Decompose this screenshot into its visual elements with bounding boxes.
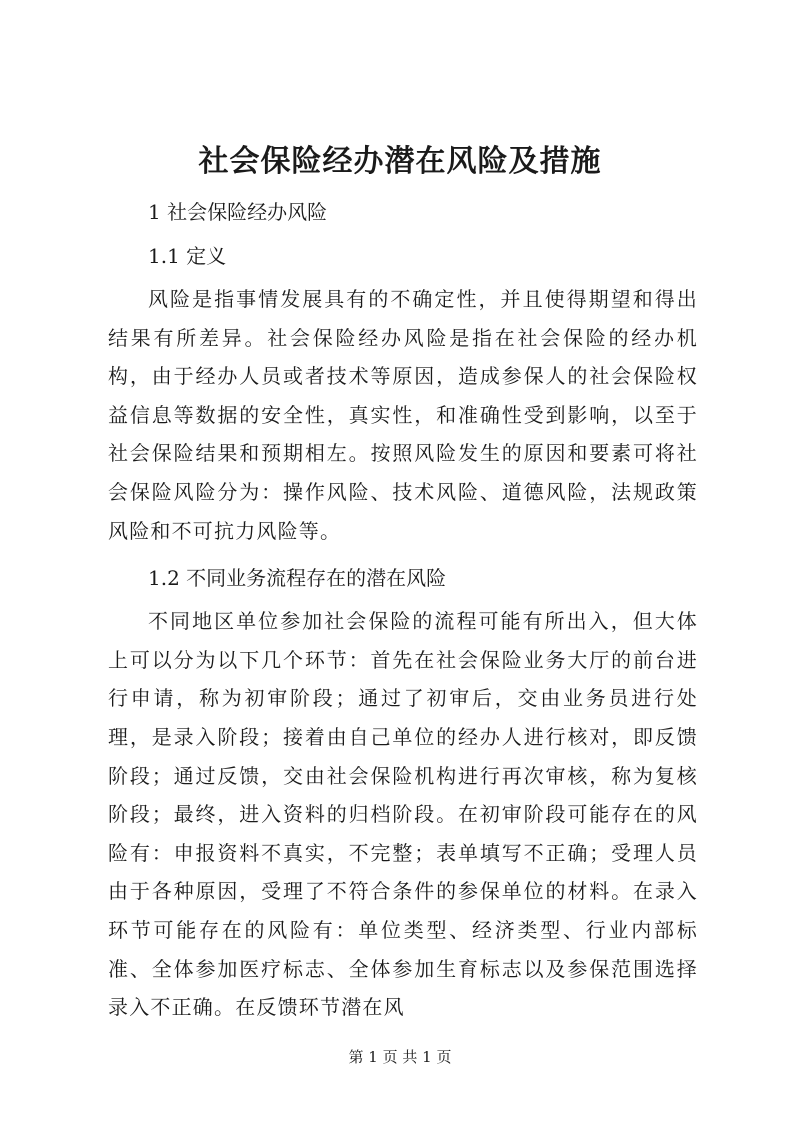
section-heading-1: 1 社会保险经办风险 xyxy=(148,200,328,224)
paragraph-definition: 风险是指事情发展具有的不确定性，并且使得期望和得出结果有所差异。社会保险经办风险是指在社会保险的经办机构，由于经办人员或者技术等原因，造成参保人的社会保险权益信息等数据的安全性，真实性，和准确性受到影响，以至于社会保险结果和预期相左。按照风险发生的原因和要素可将社会保险风险分为：操作风险、技术风险、道德风险，法规政策风险和不可抗力风险等。 xyxy=(108,287,698,543)
document-title: 社会保险经办潜在风险及措施 xyxy=(198,144,602,179)
paragraph-process-risks: 不同地区单位参加社会保险的流程可能有所出入，但大体上可以分为以下几个环节：首先在社会保险业务大厅的前台进行申请，称为初审阶段；通过了初审后，交由业务员进行处理，是录入阶段；接着由自己单位的经办人进行核对，即反馈阶段；通过反馈，交由社会保险机构进行再次审核，称为复核阶段；最终，进入资料的归档阶段。在初审阶段可能存在的风险有：申报资料不真实，不完整；表单填写不正确；受理人员由于各种原因，受理了不符合条件的参保单位的材料。在录入环节可能存在的风险有：单位类型、经济类型、行业内部标准、全体参加医疗标志、全体参加生育标志以及参保范围选择录入不正确。在反馈环节潜在风 xyxy=(108,609,698,1020)
page-footer: 第 1 页 共 1 页 xyxy=(348,1048,452,1066)
document-body xyxy=(108,192,698,1027)
section-heading-1-2: 1.2 不同业务流程存在的潜在风险 xyxy=(148,566,447,591)
section-heading-1-1: 1.1 定义 xyxy=(148,244,227,268)
